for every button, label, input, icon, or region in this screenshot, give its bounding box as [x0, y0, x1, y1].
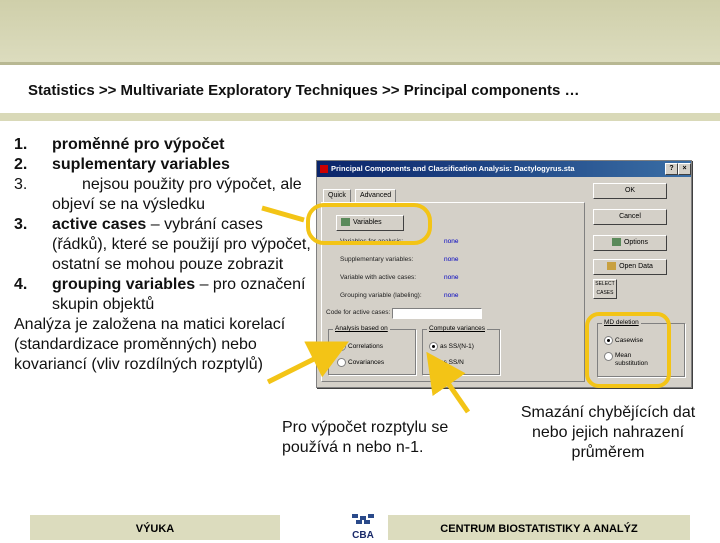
arrow-to-correlations	[268, 346, 340, 382]
compute-group: Compute variances as SS/(N-1) as SS/N	[422, 329, 500, 375]
footer-right: CENTRUM BIOSTATISTIKY A ANALÝZ	[388, 515, 690, 540]
analysis-group: Analysis based on Correlations Covariances	[328, 329, 416, 375]
options-button[interactable]: Options	[593, 235, 667, 251]
variance-note: Pro výpočet rozptylu se používá n nebo n-1.	[282, 419, 449, 456]
variables-button[interactable]: Variables	[336, 215, 404, 231]
row-value: none	[444, 274, 459, 281]
list-item: 1. proměnné pro výpočet	[14, 136, 225, 153]
row-value: none	[444, 292, 459, 299]
correlations-radio[interactable]: Correlations	[337, 342, 383, 351]
casewise-radio[interactable]: Casewise	[604, 336, 643, 345]
list-item: 3. active cases – vybrání cases (řádků), které se použijí pro výpočet, ostatní se mohou pouze zobrazit	[14, 216, 311, 273]
arrow-to-compute	[432, 360, 468, 412]
md-note: Smazání chybějících dat nebo jejich nahrazení průměrem	[520, 404, 696, 461]
row-value: none	[444, 256, 459, 263]
tab-advanced[interactable]: Advanced	[355, 189, 396, 202]
open-data-button[interactable]: Open Data	[593, 259, 667, 275]
md-deletion-group: MD deletion Casewise Mean substitution	[597, 323, 685, 377]
cba-logo	[346, 514, 380, 540]
svg-text:CBA: CBA	[352, 530, 374, 540]
cancel-button[interactable]: Cancel	[593, 209, 667, 225]
ok-button[interactable]: OK	[593, 183, 667, 199]
row-value: none	[444, 238, 459, 245]
row-label: Variable with active cases:	[340, 274, 417, 281]
footer-left: VÝUKA	[30, 515, 280, 540]
covariances-radio[interactable]: Covariances	[337, 358, 384, 367]
arrow-to-variables	[262, 208, 304, 220]
slide-title: Statistics >> Multivariate Exploratory Techniques >> Principal components …	[28, 82, 580, 99]
tab-quick[interactable]: Quick	[323, 189, 351, 202]
ss-n1-radio[interactable]: as SS/(N-1)	[429, 342, 474, 351]
select-cases-button[interactable]: SELECT CASES	[593, 279, 617, 299]
mean-substitution-radio[interactable]: Mean substitution	[604, 352, 663, 368]
row-label: Variables for analysis:	[340, 238, 404, 245]
close-icon[interactable]: ×	[678, 163, 691, 175]
help-button[interactable]: ?	[665, 163, 678, 175]
codes-label: Code for active cases:	[326, 309, 391, 316]
row-label: Supplementary variables:	[340, 256, 414, 263]
row-label: Grouping variable (labeling):	[340, 292, 422, 299]
ss-n-radio[interactable]: as SS/N	[429, 358, 464, 367]
list-item: 3. nejsou použity pro výpočet, ale objeví se na výsledku	[14, 176, 302, 213]
dialog-title: Principal Components and Classification Analysis: Dactylogyrus.sta	[331, 164, 575, 173]
list-item: 4. grouping variables – pro označení skupin objektů	[14, 276, 306, 313]
analysis-paragraph: Analýza je založena na matici korelací (standardizace proměnných) nebo kovariancí (vliv rozdílných rozptylů)	[14, 316, 286, 373]
list-item: 2. suplementary variables	[14, 156, 230, 173]
